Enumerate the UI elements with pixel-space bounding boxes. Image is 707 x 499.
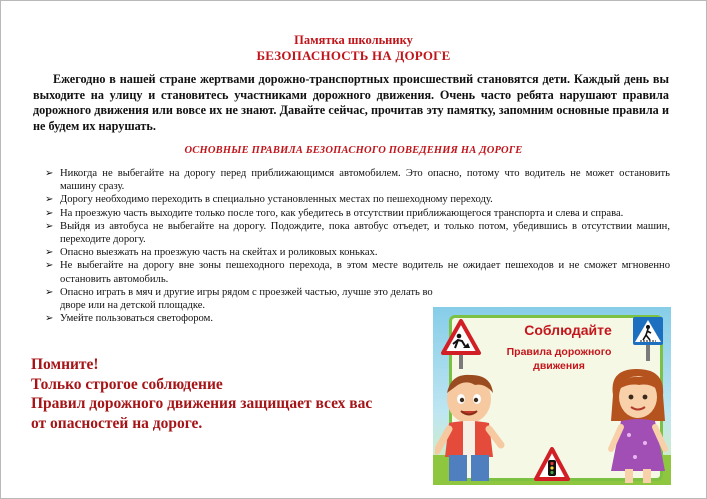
arrow-bullet-icon: ➢: [45, 194, 54, 206]
list-item: ➢ Никогда не выбегайте на дорогу перед приближающимся автомобилем. Это опасно, потому что водитель не может остановить машину сразу.: [45, 168, 670, 193]
illustration-title: Соблюдайте: [524, 322, 612, 338]
list-item: ➢ На проезжую часть выходите только после того, как убедитесь в отсутствии приближающегося транспорта и слева и справа.: [45, 207, 624, 219]
arrow-bullet-icon: ➢: [45, 286, 54, 298]
illustration-subtitle-2: движения: [533, 360, 585, 372]
reminder-line: от опасностей на дороге.: [31, 414, 203, 432]
reminder-line: Правил дорожного движения защищает всех вас: [31, 395, 373, 412]
reminder-line: Только строгое соблюдение: [31, 375, 223, 393]
traffic-light-sign-icon: [534, 447, 570, 483]
road-works-sign-icon: [441, 319, 481, 369]
boy-illustration: [435, 369, 507, 485]
reminder-block: [31, 355, 421, 433]
traffic-rules-illustration: [433, 307, 671, 485]
memo-heading: БЕЗОПАСНОСТЬ НА ДОРОГЕ: [256, 48, 451, 63]
rules-list: [45, 167, 670, 325]
arrow-bullet-icon: ➢: [45, 207, 54, 219]
arrow-bullet-icon: ➢: [45, 168, 54, 179]
arrow-bullet-icon: ➢: [45, 260, 54, 272]
reminder-line: Помните!: [31, 356, 99, 373]
list-item: ➢ Дорогу необходимо переходить в специально установленных местах по пешеходному переходу.: [45, 194, 493, 206]
list-item: ➢ Не выбегайте на дорогу вне зоны пешеходного перехода, в этом месте водитель не ожидает пешеходов и не сможет мгновенно остановить автомобиль.: [45, 260, 670, 285]
pedestrian-crossing-sign-icon: [631, 315, 665, 361]
list-item: ➢ Опасно выезжать на проезжую часть на скейтах и роликовых коньках.: [45, 247, 378, 259]
arrow-bullet-icon: ➢: [45, 220, 54, 232]
memo-title: Памятка школьнику: [294, 33, 413, 47]
illustration-subtitle: Правила дорожного: [506, 346, 612, 358]
arrow-bullet-icon: ➢: [45, 247, 54, 259]
list-item: ➢ Умейте пользоваться светофором.: [45, 313, 213, 325]
girl-illustration: [605, 365, 671, 485]
arrow-bullet-icon: ➢: [45, 313, 54, 325]
list-item: ➢ Опасно играть в мяч и другие игры рядом с проезжей частью, лучше это делать во дворе или на детской площадке.: [45, 286, 433, 312]
rules-subheading: ОСНОВНЫЕ ПРАВИЛА БЕЗОПАСНОГО ПОВЕДЕНИЯ НА ДОРОГЕ: [184, 145, 523, 156]
list-item: ➢ Выйдя из автобуса не выбегайте на дорогу. Подождите, пока автобус отъедет, и только потом, убедившись в отсутствии машин, переходите дорогу.: [45, 220, 670, 246]
intro-paragraph: Ежегодно в нашей стране жертвами дорожно-транспортных происшествий становятся дети. Каждый день вы выходите на улицу и становитесь участниками дорожного движения. Очень часто ребята нарушают правила дорожного движения или вовсе их не знают. Давайте сейчас, прочитав эту памятку, запомним основные правила и не будем их нарушать.: [33, 72, 669, 133]
